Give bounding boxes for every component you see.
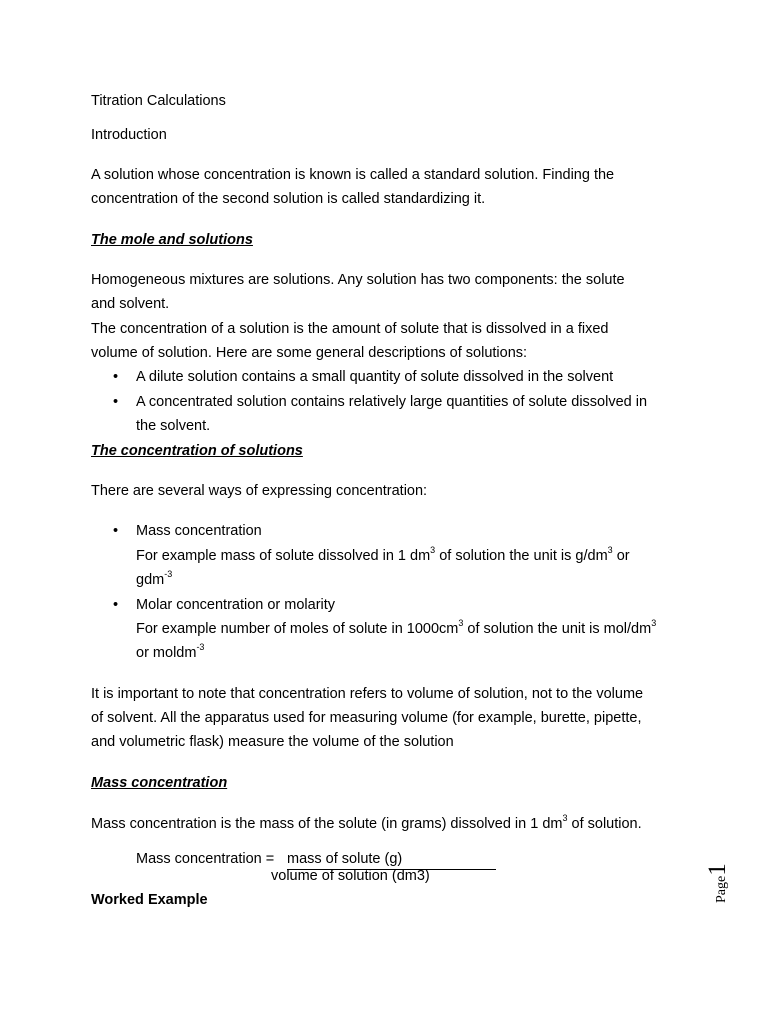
formula-denominator: volume of solution (dm3) [271, 868, 430, 884]
intro-line-1: A solution whose concentration is known is called a standard solution. Finding the [91, 167, 615, 183]
list-item-concentrated-2: the solvent. [136, 418, 211, 434]
intro-heading: Introduction [91, 127, 167, 143]
homogeneous-line-2: and solvent. [91, 296, 170, 312]
bullet-dot: • [113, 597, 119, 613]
bullet-dot: • [113, 523, 119, 539]
formula-numerator: mass of solute (g) [287, 849, 496, 870]
heading-concentration-solutions: The concentration of solutions [91, 443, 303, 459]
list-item-concentrated-1: A concentrated solution contains relatively large quantities of solute dissolved in [136, 394, 648, 410]
concentration-line-1: The concentration of a solution is the amount of solute that is dissolved in a fixed [91, 321, 609, 337]
bullet-dot: • [113, 369, 119, 385]
important-line-1: It is important to note that concentration refers to volume of solution, not to the volume [91, 686, 644, 702]
heading-mole-solutions: The mole and solutions [91, 232, 253, 248]
page-number-mark [704, 863, 732, 903]
list-item-molar-concentration: Molar concentration or molarity [136, 597, 336, 613]
molar-example-line: For example number of moles of solute in $1000cm^3$ of solution the unit is mol/$dm^3$ [136, 618, 657, 637]
mass-unit-line: gdm$^{-3}$ [136, 569, 173, 588]
bullet-dot: • [113, 394, 119, 410]
mass-example-line: For example mass of solute dissolved in 1 $dm^3$ of solution the unit is $g/dm^3$ or [136, 545, 630, 564]
heading-mass-concentration: Mass concentration [91, 775, 228, 791]
list-item-mass-concentration: Mass concentration [136, 523, 262, 539]
page-word: Page [714, 875, 729, 903]
important-line-3: and volumetric flask) measure the volume of the solution [91, 734, 454, 750]
worked-example-heading: Worked Example [91, 892, 208, 908]
molar-unit-line: or moldm$^{-3}$ [136, 642, 205, 661]
formula-label: Mass concentration = [136, 851, 275, 867]
concentration-line-2: volume of solution. Here are some general descriptions of solutions: [91, 345, 528, 361]
intro-line-2: concentration of the second solution is called standardizing it. [91, 191, 486, 207]
list-item-dilute: A dilute solution contains a small quantity of solute dissolved in the solvent [136, 369, 614, 385]
doc-title: Titration Calculations [91, 93, 226, 109]
ways-line: There are several ways of expressing concentration: [91, 483, 428, 499]
homogeneous-line-1: Homogeneous mixtures are solutions. Any solution has two components: the solute [91, 272, 625, 288]
mass-definition: Mass concentration is the mass of the solute (in grams) dissolved in 1 $dm^3$ of solution. [91, 813, 642, 832]
page-number: 1 [704, 863, 731, 876]
important-line-2: of solvent. All the apparatus used for measuring volume (for example, burette, pipette, [91, 710, 642, 726]
